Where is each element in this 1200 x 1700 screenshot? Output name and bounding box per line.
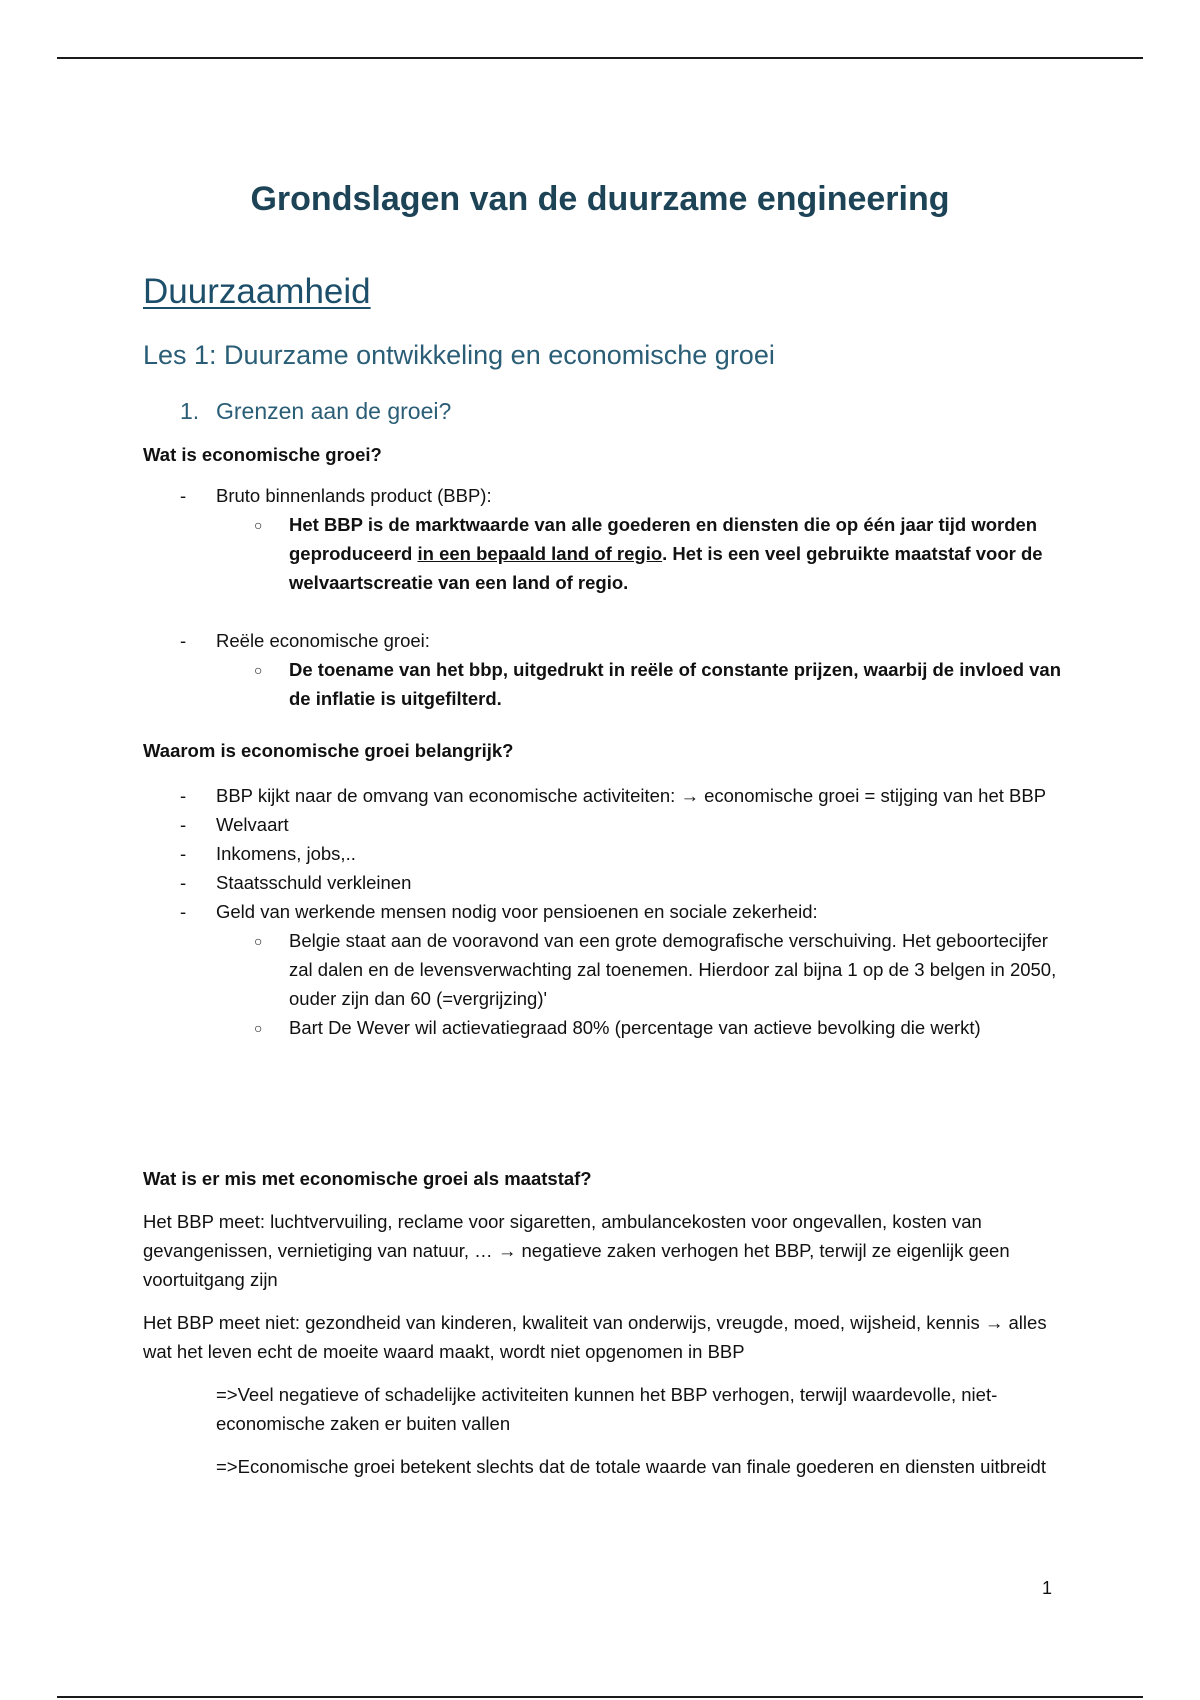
top-rule (57, 57, 1143, 59)
list-item: - Inkomens, jobs,.. (143, 839, 1063, 868)
list-item (216, 510, 1063, 597)
conclusion-2: =>Economische groei betekent slechts dat de totale waarde van finale goederen en diensten uitbreidt (216, 1456, 1046, 1477)
question-heading: Waarom is economische groei belangrijk? (143, 740, 514, 761)
list-item: - BBP kijkt naar de omvang van economische activiteiten: → economische groei = stijging van het BBP (143, 781, 1063, 810)
section-maatstaf (143, 1164, 1063, 1481)
list-item: ○ De toename van het bbp, uitgedrukt in reële of constante prijzen, waarbij de invloed van de inflatie is uitgefilterd. (216, 655, 1063, 713)
reele-label: Reële economische groei: (216, 630, 430, 651)
list-item (143, 481, 1063, 597)
paragraph-bbp-meet: Het BBP meet: luchtvervuiling, reclame voor sigaretten, ambulancekosten voor ongevallen, kosten van gevangenissen, vernietiging van natuur, … → negatieve zaken verhogen het BBP, terwijl ze eigenlijk geen voortuitgang zijn (143, 1211, 1010, 1290)
list-item (143, 897, 1063, 1042)
paragraph-bbp-meet-niet: Het BBP meet niet: gezondheid van kinderen, kwaliteit van onderwijs, vreugde, moed, wijsheid, kennis → alles wat het leven echt de moeite waard maakt, wordt niet opgenomen in BBP (143, 1312, 1047, 1362)
page-number: 1 (1042, 1578, 1053, 1598)
list-item: - Staatsschuld verkleinen (143, 868, 1063, 897)
heading-grenzen (180, 398, 451, 425)
document-title: Grondslagen van de duurzame engineering (250, 180, 950, 218)
bbp-def-part2: . Het is een veel gebruikte maatstaf voor de welvaartscreatie van een land of regio. (289, 543, 1043, 593)
bbp-label: Bruto binnenlands product (BBP): (216, 485, 492, 506)
heading-text: Grenzen aan de groei? (216, 398, 452, 424)
definition-list (143, 481, 1063, 713)
conclusion-1: =>Veel negatieve of schadelijke activiteiten kunnen het BBP verhogen, terwijl waardevolle, niet-economische zaken er buiten vallen (216, 1384, 998, 1434)
sub-list (216, 655, 1063, 713)
list-item: ○ Belgie staat aan de vooravond van een grote demografische verschuiving. Het geboortecijfer zal dalen en de levensverwachting zal toenemen. Hierdoor zal bijna 1 op de 3 belgen in 2050, ouder zijn dan 60 (=vergrijzing)' (216, 926, 1063, 1013)
reasons-list (143, 781, 1063, 1042)
section-waarom-belangrijk (143, 736, 1063, 1042)
bbp-def-part1: Het BBP is de marktwaarde van alle goederen en diensten die op één jaar tijd worden geproduceerd (289, 514, 1038, 564)
list-item (143, 626, 1063, 713)
bottom-rule (57, 1696, 1143, 1698)
list-item: - Welvaart (143, 810, 1063, 839)
pension-label: Geld van werkende mensen nodig voor pensioenen en sociale zekerheid: (216, 901, 818, 922)
sub-list (216, 926, 1063, 1042)
heading-number: 1. (180, 398, 200, 424)
question-heading: Wat is economische groei? (143, 444, 382, 465)
bbp-def-underlined: in een bepaald land of regio (417, 543, 663, 564)
question-heading: Wat is er mis met economische groei als maatstaf? (143, 1168, 592, 1189)
sub-list (216, 510, 1063, 597)
section-economische-groei (143, 440, 1063, 713)
list-item: ○ Bart De Wever wil actievatiegraad 80% (percentage van actieve bevolking die werkt) (216, 1013, 1063, 1042)
heading-duurzaamheid: Duurzaamheid (143, 272, 371, 311)
heading-les-1: Les 1: Duurzame ontwikkeling en economische groei (143, 340, 775, 370)
